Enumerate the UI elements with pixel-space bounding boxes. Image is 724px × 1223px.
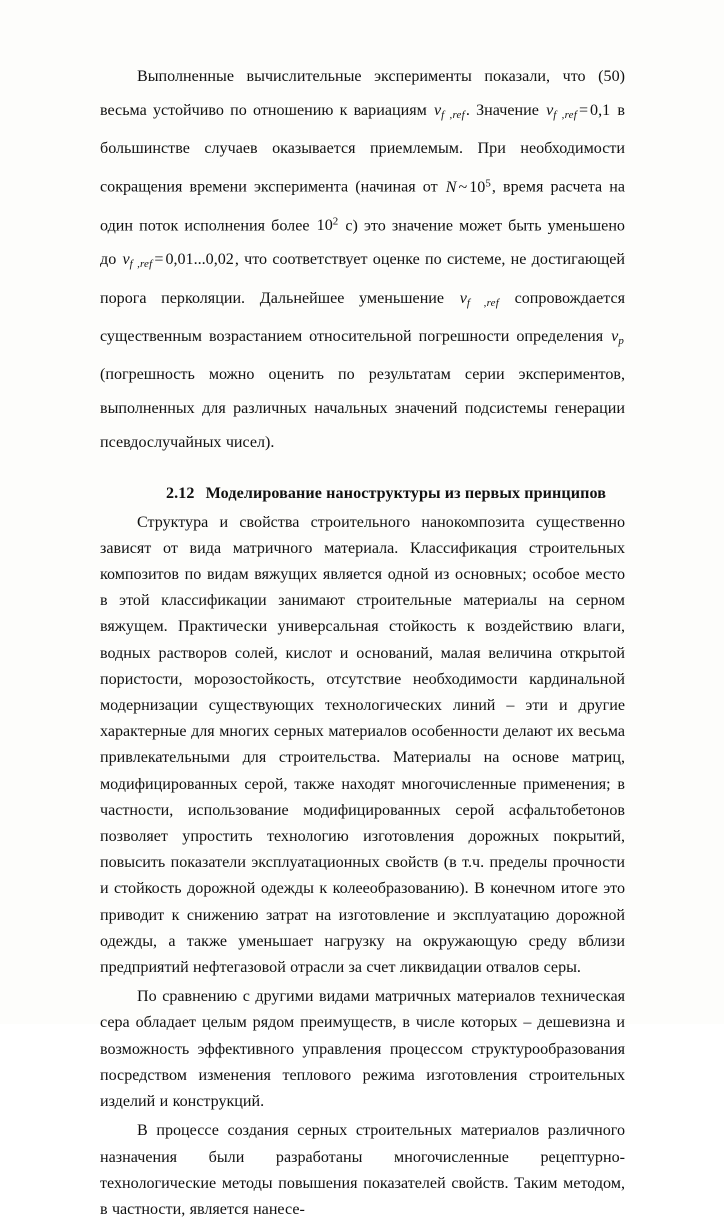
paragraph-segment: Выполненные вычислительные эксперименты показали, что (50) весьма устойчиво по отношению к вариациям xyxy=(100,68,625,119)
paragraph-segment: сопровождается существенным возрастанием относительной погрешности определения xyxy=(100,289,625,345)
inline-math-vfref-1 xyxy=(433,102,466,122)
math-variable: v xyxy=(122,251,130,269)
section-heading xyxy=(100,460,625,510)
math-operator: ~ xyxy=(458,178,468,196)
inline-math-n-approx-10-5 xyxy=(445,179,492,196)
math-operator: = xyxy=(154,251,164,269)
inline-math-vfref-2 xyxy=(459,290,500,307)
math-variable: v xyxy=(546,102,554,119)
paragraph-segment: . Значение xyxy=(465,102,546,119)
math-value: 0,01...0,02 xyxy=(165,251,234,269)
paragraph-sulfur-material-methods: В процессе создания серных строительных материалов различного назначения были разработаны многочисленные рецептурно-технологические методы повышения показателей свойств. Таким методом, в частности, является нанесе- xyxy=(100,1122,625,1218)
math-variable: N xyxy=(445,178,457,196)
inline-math-vp xyxy=(610,328,625,345)
math-subscript: f ,ref xyxy=(466,296,499,309)
math-variable: v xyxy=(434,102,442,119)
text-column xyxy=(100,60,625,1223)
section-title: Моделирование наноструктуры из первых принципов xyxy=(205,484,607,502)
math-base: 10 xyxy=(316,217,333,235)
inline-math-vfref-equals-0-01-0-02 xyxy=(122,251,235,271)
paragraph-segment: , что соответствует оценке по системе, не достигающей порога перколяции. Дальнейшее уменьшение xyxy=(100,251,625,307)
section-number: 2.12 xyxy=(166,484,195,502)
math-operator: = xyxy=(578,102,589,119)
paragraph-segment: (погрешность можно оценить по результатам серии экспериментов, выполненных для различных начальных значений подсистемы генерации псевдослучайных чисел). xyxy=(100,365,625,451)
math-subscript: f ,ref xyxy=(441,109,465,122)
math-exponent: 5 xyxy=(485,177,491,190)
paragraph-segment: в большинстве случаев оказывается приемлемым. При необходимости сокращения времени эксперимента (начиная от xyxy=(100,102,625,196)
paragraph-segment: , время расчета на один поток исполнения более xyxy=(100,178,625,235)
math-subscript: f ,ref xyxy=(553,109,577,122)
paragraph-segment: с) это значение может быть уменьшено до xyxy=(100,217,625,269)
math-value: 0,1 xyxy=(590,102,611,119)
paragraph-nanocomposite-structure: Структура и свойства строительного нанокомпозита существенно зависят от вида матричного материала. Классификация строительных композитов по видам вяжущих является одной из основных; особое место в этой классификации занимают строительные материалы на серном вяжущем. Практически универсальная стойкость к воздействию влаги, водных растворов солей, кислот и оснований, малая величина открытой пористости, морозостойкость, отсутствие необходимости кардинальной модернизации существующих технологических линий – эти и другие характерные для многих серных материалов особенности делают их весьма привлекательными для строительства. Материалы на основе матриц, модифицированных серой, также находят многочисленные применения; в частности, использование модифицированных серой асфальтобетонов позволяет упростить технологию изготовления дорожных покрытий, повысить показатели эксплуатационных свойств (в т.ч. пределы прочности и стойкость дорожной одежды к колееобразованию). В конечном итоге это приводит к снижению затрат на изготовление и эксплуатацию дорожной одежды, а также уменьшает нагрузку на окружающую среду вблизи предприятий нефтегазовой отрасли за счет ликвидации отвалов серы. xyxy=(100,513,625,977)
math-variable: v xyxy=(611,327,619,345)
math-variable: v xyxy=(459,289,467,307)
math-subscript: p xyxy=(618,334,624,347)
paragraph-technical-sulfur-advantages: По сравнению с другими видами матричных материалов техническая сера обладает целым рядом преимуществ, в числе которых – дешевизна и возможность эффективного управления процессом структурообразования посредством изменения теплового режима изготовления строительных изделий и конструкций. xyxy=(100,988,625,1111)
paragraph-stability-analysis xyxy=(100,60,625,460)
inline-math-vfref-equals-0-1 xyxy=(545,102,611,122)
inline-math-10-2 xyxy=(316,217,340,234)
math-subscript: f ,ref xyxy=(129,258,153,271)
math-exponent: 2 xyxy=(332,215,339,228)
math-base: 10 xyxy=(469,178,486,196)
